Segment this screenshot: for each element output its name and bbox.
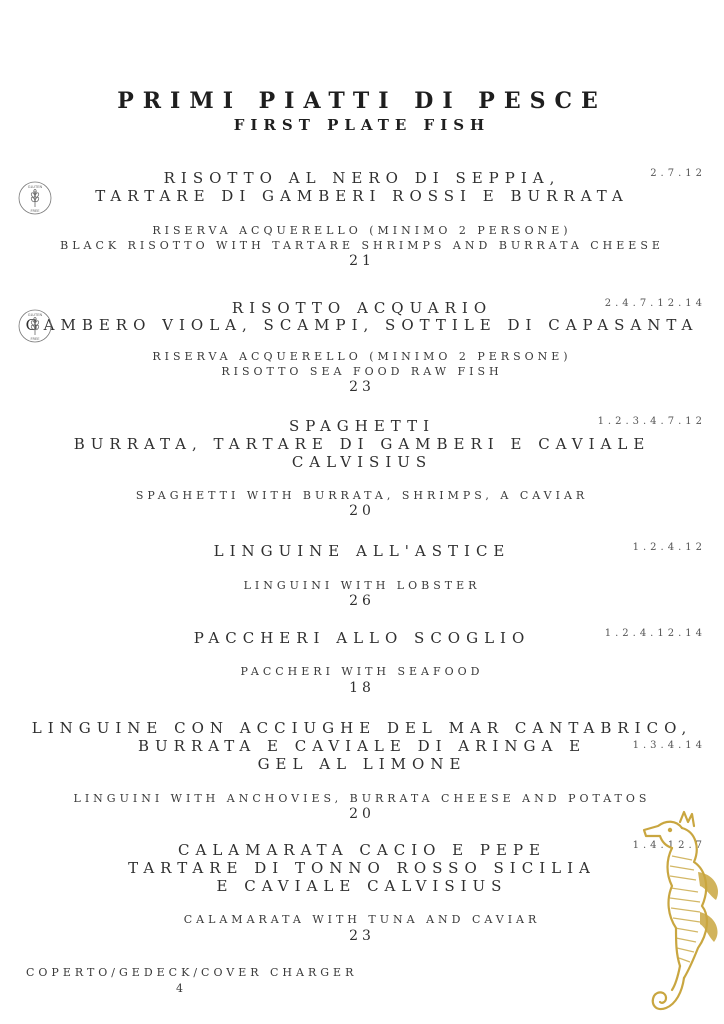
allergen-codes: 2.7.12	[650, 168, 706, 179]
dish-description: LINGUINI WITH LOBSTER	[243, 579, 481, 592]
dish-price: 18	[349, 680, 375, 696]
dish-name: CALVISIUS	[291, 453, 433, 471]
allergen-codes: 1.2.4.12.14	[604, 628, 706, 639]
dish-price: 26	[349, 593, 375, 609]
gluten-free-badge	[18, 181, 52, 215]
allergen-codes: 1.2.4.12	[632, 542, 706, 553]
dish-name: E CAVIALE CALVISIUS	[216, 877, 508, 895]
dish-price: 23	[349, 379, 375, 395]
wheat-icon	[31, 318, 40, 336]
dish-name: CALAMARATA CACIO E PEPE	[178, 841, 546, 859]
dish-name: LINGUINE ALL'ASTICE	[213, 542, 511, 560]
page-subtitle: FIRST PLATE FISH	[233, 116, 491, 134]
allergen-codes: 1.4.12.7	[632, 840, 706, 851]
cover-charge-price: 4	[176, 982, 183, 995]
dish-description: RISERVA ACQUERELLO (MINIMO 2 PERSONE)	[152, 224, 572, 237]
gluten-free-badge	[18, 309, 52, 343]
dish-name: RISOTTO ACQUARIO	[231, 299, 493, 317]
svg-text:FREE: FREE	[30, 337, 40, 341]
dish-price: 21	[349, 253, 375, 269]
dish-description: LINGUINI WITH ANCHOVIES, BURRATA CHEESE AND POTATOS	[73, 792, 651, 805]
allergen-codes: 1.3.4.14	[632, 740, 706, 751]
page-title: PRIMI PIATTI DI PESCE	[117, 88, 607, 114]
dish-description: SPAGHETTI WITH BURRATA, SHRIMPS, A CAVIAR	[135, 489, 589, 502]
dish-price: 23	[349, 928, 375, 944]
dish-name: LINGUINE CON ACCIUGHE DEL MAR CANTABRICO,	[31, 719, 693, 737]
dish-price: 20	[349, 806, 375, 822]
dish-name: RISOTTO AL NERO DI SEPPIA,	[163, 169, 561, 187]
dish-name: GEL AL LIMONE	[257, 755, 467, 773]
dish-name: GAMBERO VIOLA, SCAMPI, SOTTILE DI CAPASANTA	[25, 316, 699, 334]
dish-name: SPAGHETTI	[288, 417, 436, 435]
dish-description: RISOTTO SEA FOOD RAW FISH	[221, 365, 503, 378]
seahorse-icon	[636, 808, 724, 1024]
allergen-codes: 2.4.7.12.14	[604, 298, 706, 309]
dish-description: CALAMARATA WITH TUNA AND CAVIAR	[183, 913, 541, 926]
dish-description: PACCHERI WITH SEAFOOD	[240, 665, 484, 678]
dish-price: 20	[349, 503, 375, 519]
svg-text:FREE: FREE	[30, 209, 40, 213]
wheat-icon	[31, 190, 40, 208]
dish-name: BURRATA E CAVIALE DI ARINGA E	[137, 737, 587, 755]
dish-name: BURRATA, TARTARE DI GAMBERI E CAVIALE	[73, 435, 651, 453]
dish-name: TARTARE DI TONNO ROSSO SICILIA	[128, 859, 596, 877]
dish-description: RISERVA ACQUERELLO (MINIMO 2 PERSONE)	[152, 350, 572, 363]
svg-text:GLUTEN: GLUTEN	[27, 313, 43, 317]
dish-description: BLACK RISOTTO WITH TARTARE SHRIMPS AND BURRATA CHEESE	[60, 239, 664, 252]
dish-name: PACCHERI ALLO SCOGLIO	[193, 629, 531, 647]
svg-text:GLUTEN: GLUTEN	[27, 185, 43, 189]
allergen-codes: 1.2.3.4.7.12	[597, 416, 706, 427]
cover-charge-label: COPERTO/GEDECK/COVER CHARGER	[26, 966, 358, 979]
dish-name: TARTARE DI GAMBERI ROSSI E BURRATA	[95, 187, 629, 205]
